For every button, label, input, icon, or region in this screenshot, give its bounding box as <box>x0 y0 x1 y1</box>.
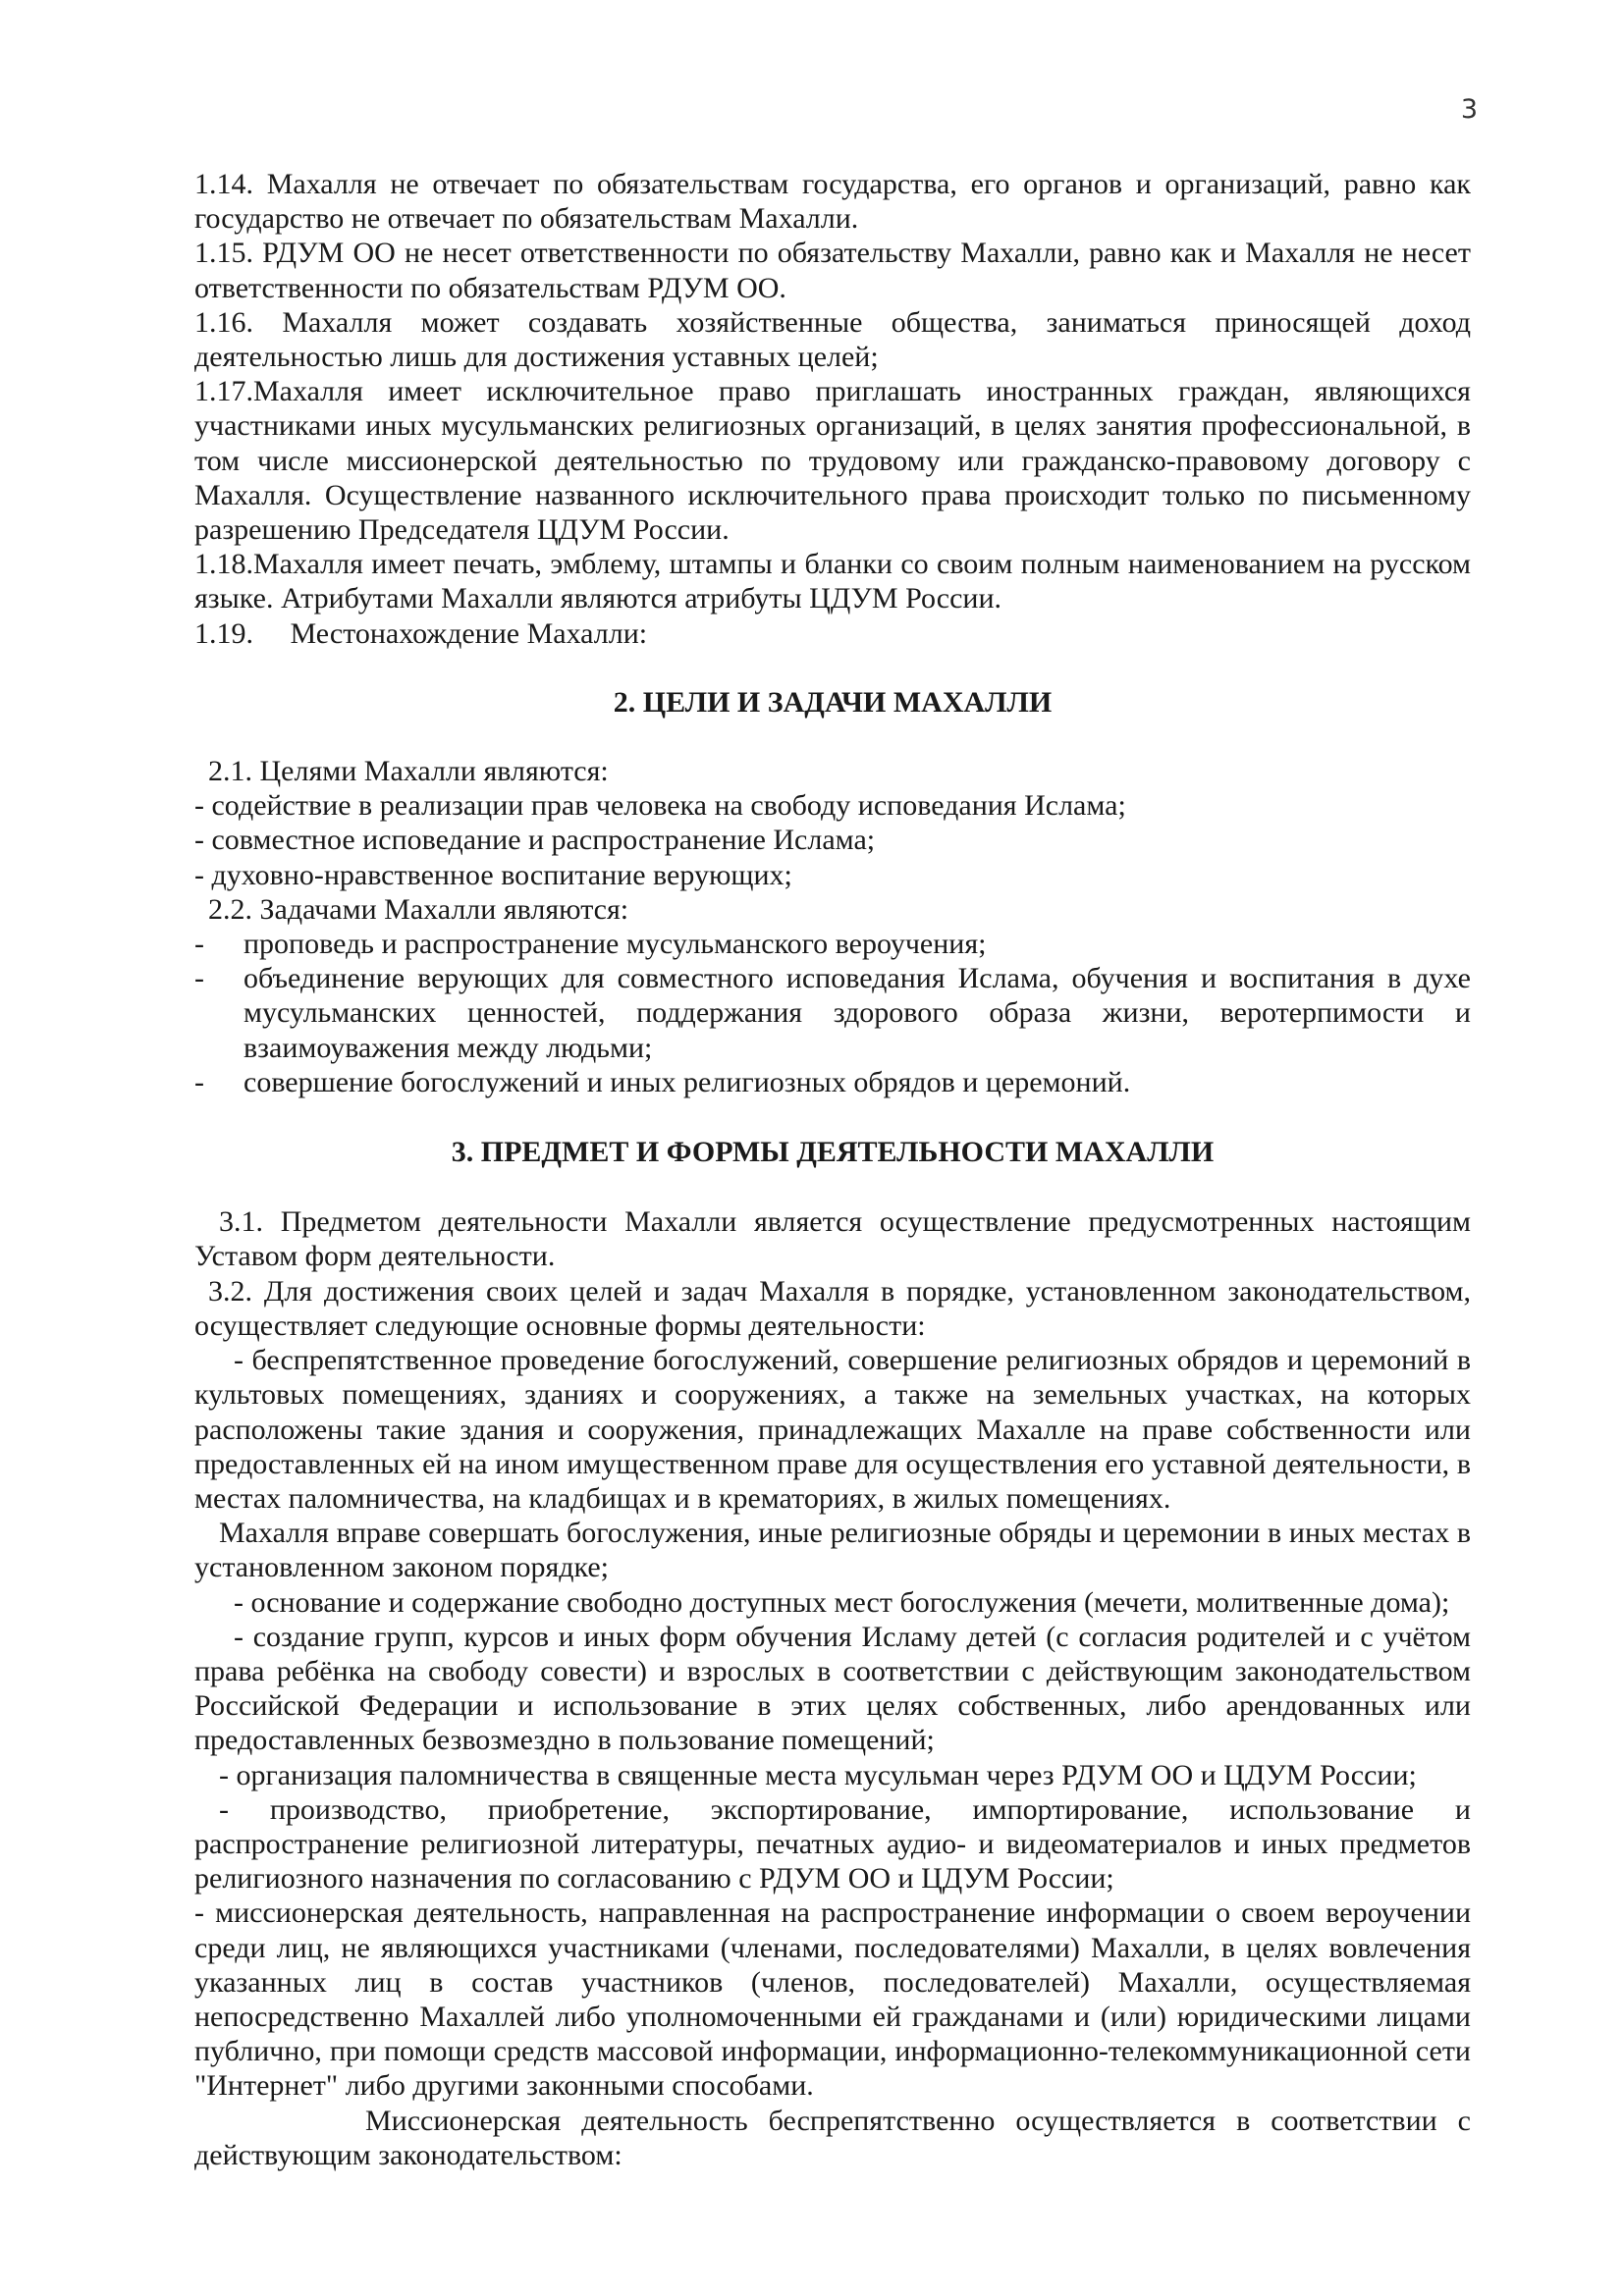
task-text: объединение верующих для совместного исповедания Ислама, обучения и воспитания в духе мусульманских ценностей, поддержания здорового образа жизни, веротерпимости и взаимоуважения между людьми; <box>243 962 1471 1064</box>
form-item: Миссионерская деятельность беспрепятственно осуществляется в соответствии с действующим законодательством: <box>194 2104 1471 2171</box>
task-item <box>194 961 1471 1065</box>
page-number: 3 <box>1460 94 1478 125</box>
form-item: Махалля вправе совершать богослужения, иные религиозные обряды и церемонии в иных местах в установленном законом порядке; <box>194 1517 1471 1584</box>
task-text: совершение богослужений и иных религиозных обрядов и церемоний. <box>243 1065 1131 1098</box>
paragraph-1-19: 1.19. Местонахождение Махалли: <box>194 616 648 650</box>
goal-item: - содействие в реализации прав человека на свободу исповедания Ислама; <box>194 789 1126 823</box>
task-item <box>194 1065 1471 1099</box>
section-3-heading: 3. ПРЕДМЕТ И ФОРМЫ ДЕЯТЕЛЬНОСТИ МАХАЛЛИ <box>451 1136 1215 1169</box>
paragraph-1-17: 1.17.Махалля имеет исключительное право приглашать иностранных граждан, являющихся участниками иных мусульманских религиозных организаций, в целях занятия профессиональной, в том числе миссионерской деятельностью по трудовому или гражданско-правовому договору с Махалля. Осуществление названного исключительного права происходит только по письменному разрешению Председателя ЦДУМ России. <box>194 375 1471 547</box>
document-body <box>194 167 1471 2172</box>
paragraph-1-16: 1.16. Махалля может создавать хозяйственные общества, заниматься приносящей доход деятельностью лишь для достижения уставных целей; <box>194 305 1471 374</box>
paragraph-1-18: 1.18.Махалля имеет печать, эмблему, штампы и бланки со своим полным наименованием на русском языке. Атрибутами Махалли являются атрибуты ЦДУМ России. <box>194 548 1471 615</box>
goal-item: - совместное исповедание и распространение Ислама; <box>194 824 876 857</box>
form-item: - основание и содержание свободно доступных мест богослужения (мечети, молитвенные дома); <box>234 1585 1450 1619</box>
goals-intro: 2.1. Целями Махалли являются: <box>208 755 609 788</box>
bullet-dash: - <box>194 962 204 995</box>
tasks-intro: 2.2. Задачами Махалли являются: <box>208 892 629 926</box>
form-item: - создание групп, курсов и иных форм обучения Исламу детей (с согласия родителей и с учётом права ребёнка на свободу совести) и взрослых в соответствии с действующим законодательством Российской Федерации и использование в этих целях собственных, либо арендованных или предоставленных безвозмездно в пользование помещений; <box>194 1620 1471 1757</box>
form-item: - организация паломничества в священные места мусульман через РДУМ ОО и ЦДУМ России; <box>219 1758 1417 1791</box>
bullet-dash: - <box>194 928 204 961</box>
paragraph-1-15: 1.15. РДУМ ОО не несет ответственности по обязательству Махалли, равно как и Махалля не несет ответственности по обязательствам РДУМ ОО. <box>194 237 1471 304</box>
task-text: проповедь и распространение мусульманского вероучения; <box>243 928 987 961</box>
section-2-heading: 2. ЦЕЛИ И ЗАДАЧИ МАХАЛЛИ <box>613 685 1053 719</box>
paragraph-1-14: 1.14. Махалля не отвечает по обязательствам государства, его органов и организаций, равно как государство не отвечает по обязательствам Махалли. <box>194 168 1471 236</box>
form-item: - беспрепятственное проведение богослужений, совершение религиозных обрядов и церемоний в культовых помещениях, зданиях и сооружениях, а также на земельных участках, на которых расположены такие здания и сооружения, принадлежащих Махалле на праве собственности или предоставленных ей на ином имущественном праве для осуществления его уставной деятельности, в местах паломничества, на кладбищах и в крематориях, в жилых помещениях. <box>194 1344 1471 1515</box>
goal-item: - духовно-нравственное воспитание верующих; <box>194 858 792 891</box>
task-item <box>194 927 1471 961</box>
paragraph-3-2: 3.2. Для достижения своих целей и задач Махалля в порядке, установленном законодательством, осуществляет следующие основные формы деятельности: <box>194 1274 1471 1342</box>
paragraph-3-1: 3.1. Предметом деятельности Махалли является осуществление предусмотренных настоящим Уставом форм деятельности. <box>194 1205 1471 1273</box>
bullet-dash: - <box>194 1065 204 1098</box>
form-item: - производство, приобретение, экспортирование, импортирование, использование и распространение религиозной литературы, печатных аудио- и видеоматериалов и иных предметов религиозного назначения по согласованию с РДУМ ОО и ЦДУМ России; <box>194 1792 1471 1896</box>
form-item: - миссионерская деятельность, направленная на распространение информации о своем вероучении среди лиц, не являющихся участниками (членами, последователями) Махалли, в целях вовлечения указанных лиц в состав участников (членов, последователей) Махалли, осуществляемая непосредственно Махаллей либо уполномоченными ей гражданами и (или) юридическими лицами публично, при помощи средств массовой информации, информационно-телекоммуникационной сети "Интернет" либо другими законными способами. <box>194 1896 1471 2103</box>
